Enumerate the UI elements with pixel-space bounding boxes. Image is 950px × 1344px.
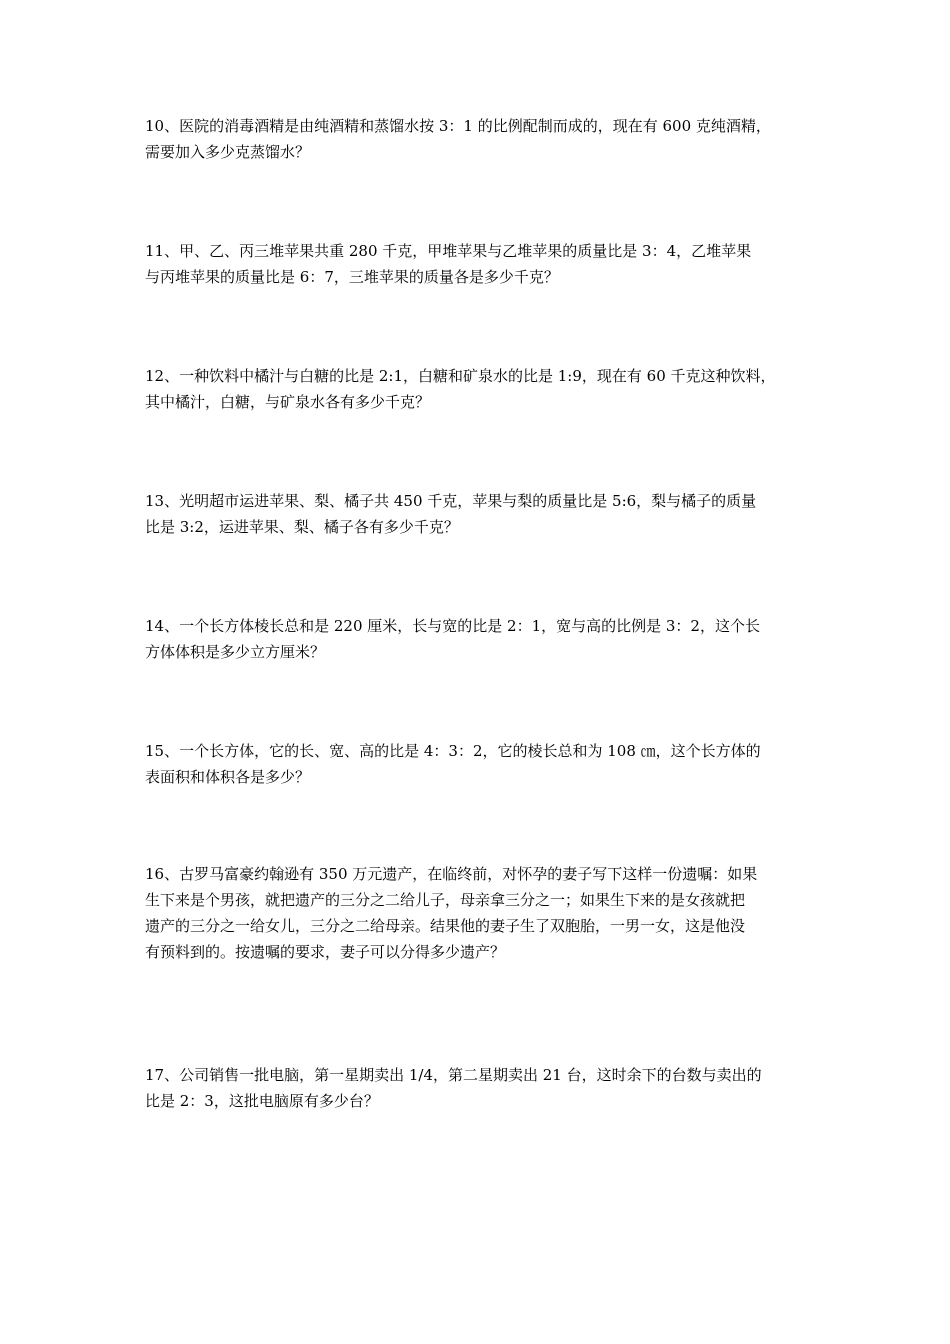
- problem-text-line: 13、光明超市运进苹果、梨、橘子共 450 千克，苹果与梨的质量比是 5:6，梨与橘子的质量: [145, 492, 757, 510]
- problem-text-line: 有预料到的。按遗嘱的要求，妻子可以分得多少遗产？: [145, 943, 506, 961]
- problem-text-line: 与丙堆苹果的质量比是 6：7，三堆苹果的质量各是多少千克？: [145, 268, 559, 286]
- problem-17: [145, 1062, 813, 1114]
- problem-text-line: 11、甲、乙、丙三堆苹果共重 280 千克，甲堆苹果与乙堆苹果的质量比是 3：4，乙堆苹果: [145, 242, 752, 260]
- problem-text-line: 12、一种饮料中橘汁与白糖的比是 2:1，白糖和矿泉水的比是 1:9，现在有 60 千克这种饮料，: [145, 367, 776, 385]
- problem-14: [145, 613, 813, 665]
- problem-13: [145, 488, 813, 540]
- problem-11: [145, 238, 813, 290]
- problem-text-line: 10、医院的消毒酒精是由纯酒精和蒸馏水按 3：1 的比例配制而成的，现在有 600 克纯酒精，: [145, 117, 771, 135]
- problem-text-line: 16、古罗马富豪约翰逊有 350 万元遗产，在临终前，对怀孕的妻子写下这样一份遗嘱：如果: [145, 865, 758, 883]
- problem-text-line: 比是 3:2，运进苹果、梨、橘子各有多少千克？: [145, 518, 459, 536]
- problem-15: [145, 738, 813, 790]
- problem-text-line: 生下来是个男孩，就把遗产的三分之二给儿子，母亲拿三分之一；如果生下来的是女孩就把: [145, 891, 746, 909]
- problem-text-line: 14、一个长方体棱长总和是 220 厘米，长与宽的比是 2：1，宽与高的比例是 3：2，这个长: [145, 617, 760, 635]
- problem-text-line: 表面积和体积各是多少？: [145, 768, 311, 786]
- problem-text-line: 15、一个长方体，它的长、宽、高的比是 4：3：2，它的棱长总和为 108 ㎝，这个长方体的: [145, 742, 761, 760]
- problem-text-line: 遗产的三分之一给女儿，三分之二给母亲。结果他的妻子生了双胞胎，一男一女，这是他没: [145, 917, 746, 935]
- problem-10: [145, 113, 813, 165]
- problem-12: [145, 363, 813, 415]
- problem-text-line: 方体体积是多少立方厘米？: [145, 643, 326, 661]
- problem-text-line: 其中橘汁，白糖，与矿泉水各有多少千克？: [145, 393, 431, 411]
- problem-text-line: 比是 2：3，这批电脑原有多少台？: [145, 1092, 379, 1110]
- problem-16: [145, 861, 813, 965]
- problem-text-line: 17、公司销售一批电脑，第一星期卖出 1/4，第二星期卖出 21 台，这时余下的台数与卖出的: [145, 1066, 762, 1084]
- problem-text-line: 需要加入多少克蒸馏水？: [145, 143, 311, 161]
